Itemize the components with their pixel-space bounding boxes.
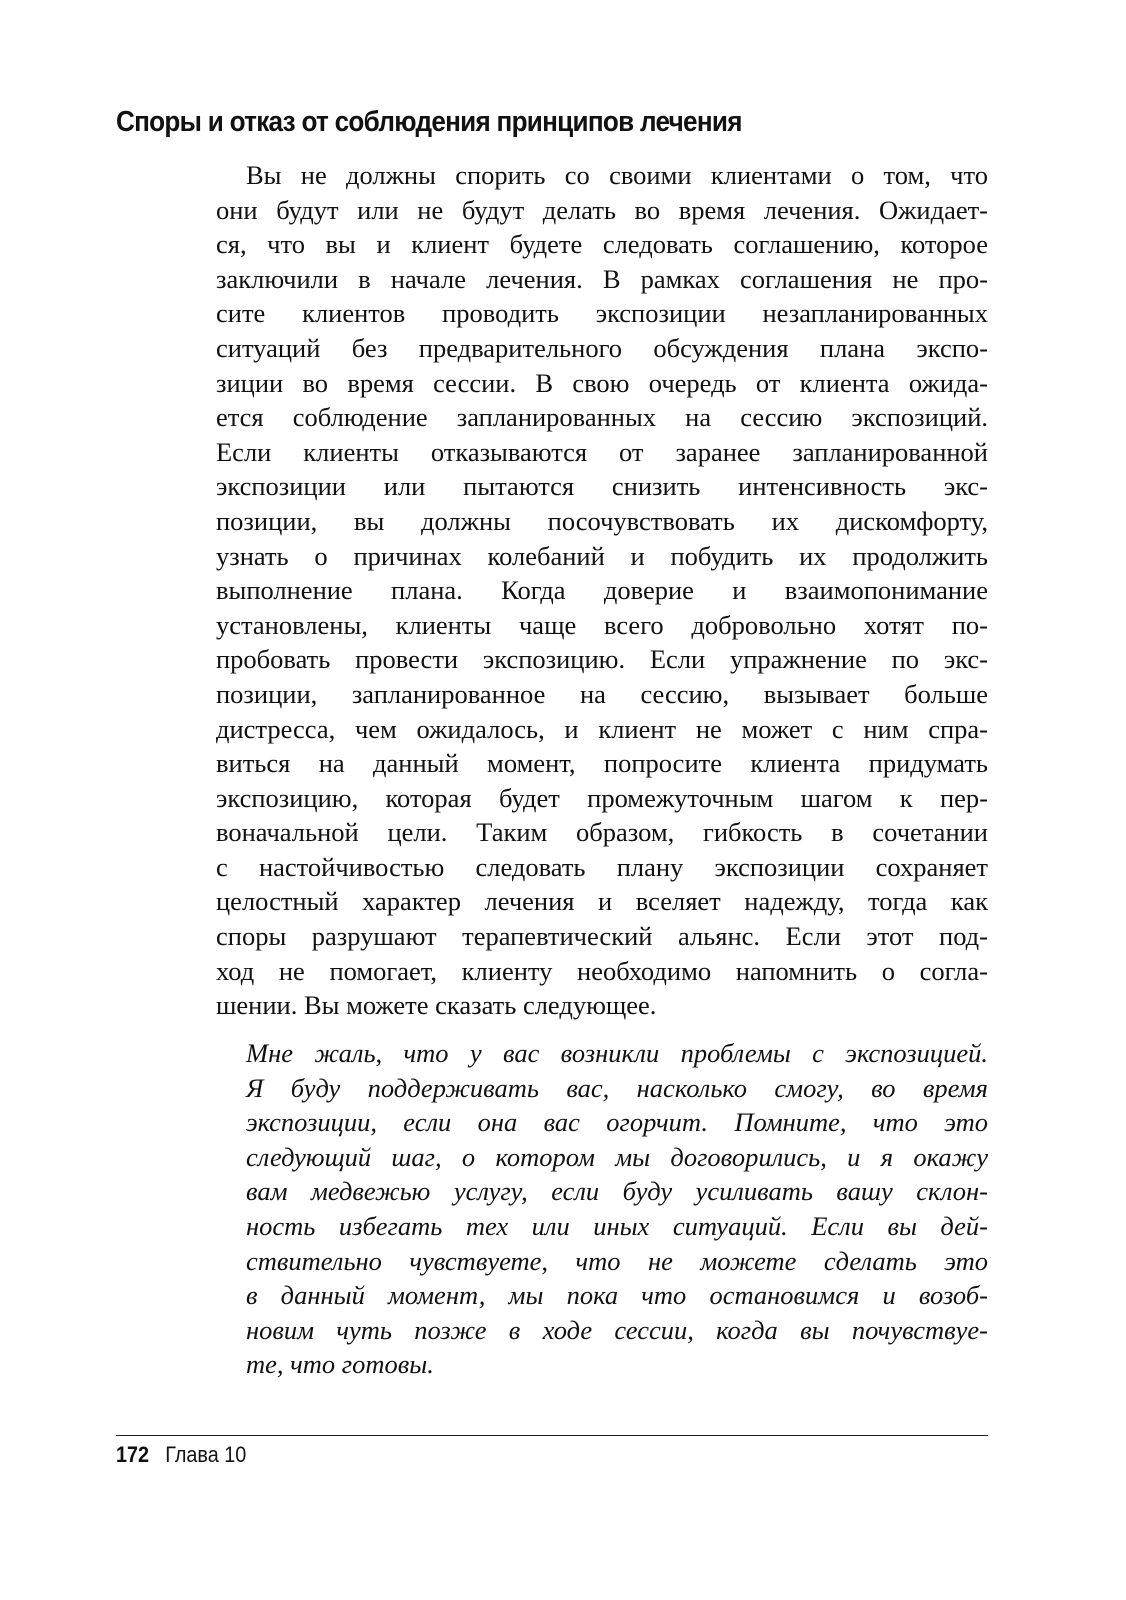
quote-line: те, что готовы. [246, 1349, 434, 1380]
page-number: 172 [116, 1442, 150, 1467]
paragraph-line: воначальной цели. Таким образом, гибкость в сочетании [216, 817, 988, 848]
paragraph-line: целостный характер лечения и вселяет надежду, тогда как [216, 886, 988, 917]
quote-line: новим чуть позже в ходе сессии, когда вы почувствуе- [246, 1314, 988, 1345]
quote-line: в данный момент, мы пока что остановимся и возоб- [246, 1280, 988, 1311]
paragraph-line: выполнение плана. Когда доверие и взаимопонимание [216, 575, 988, 606]
paragraph-line: сите клиентов проводить экспозиции незапланированных [216, 298, 988, 329]
quote-line: Я буду поддерживать вас, насколько смогу, во время [246, 1072, 988, 1103]
paragraph-line: ситуаций без предварительного обсуждения плана экспо- [216, 332, 988, 363]
paragraph-line: ется соблюдение запланированных на сессию экспозиций. [216, 402, 988, 433]
paragraph-line: ход не помогает, клиенту необходимо напомнить о согла- [216, 955, 988, 986]
paragraph-line: споры разрушают терапевтический альянс. Если этот под- [216, 921, 988, 952]
paragraph-line: зиции во время сессии. В свою очередь от клиента ожида- [216, 367, 988, 398]
body-paragraph [216, 158, 988, 1023]
page-footer [116, 1442, 246, 1468]
paragraph-line: виться на данный момент, попросите клиента придумать [216, 748, 988, 779]
paragraph-line: дистресса, чем ожидалось, и клиент не может с ним спра- [216, 713, 988, 744]
footer-divider [116, 1435, 988, 1436]
quote-line: ствительно чувствуете, что не можете сделать это [246, 1245, 988, 1276]
quote-line: экспозиции, если она вас огорчит. Помните, что это [246, 1107, 988, 1138]
paragraph-line: позиции, вы должны посочувствовать их дискомфорту, [216, 505, 988, 536]
section-heading: Споры и отказ от соблюдения принципов лечения [116, 106, 742, 138]
paragraph-line: пробовать провести экспозицию. Если упражнение по экс- [216, 644, 988, 675]
quote-line: вам медвежью услугу, если буду усиливать вашу склон- [246, 1176, 988, 1207]
quote-line: следующий шаг, о котором мы договорились, и я окажу [246, 1141, 988, 1172]
chapter-label: Глава 10 [165, 1442, 247, 1467]
paragraph-line: Если клиенты отказываются от заранее запланированной [216, 436, 988, 467]
quote-line: ность избегать тех или иных ситуаций. Если вы дей- [246, 1210, 988, 1241]
paragraph-line: Вы не должны спорить со своими клиентами о том, что [246, 160, 988, 190]
paragraph-line: заключили в начале лечения. В рамках соглашения не про- [216, 263, 988, 294]
paragraph-line: экспозиции или пытаются снизить интенсивность экс- [216, 471, 988, 502]
quote-line: Мне жаль, что у вас возникли проблемы с экспозицией. [246, 1038, 988, 1068]
paragraph-line: узнать о причинах колебаний и побудить их продолжить [216, 540, 988, 571]
paragraph-line: с настойчивостью следовать плану экспозиции сохраняет [216, 851, 988, 882]
paragraph-line: позиции, запланированное на сессию, вызывает больше [216, 678, 988, 709]
paragraph-line: установлены, клиенты чаще всего добровольно хотят по- [216, 609, 988, 640]
paragraph-line: шении. Вы можете сказать следующее. [216, 990, 657, 1021]
paragraph-line: экспозицию, которая будет промежуточным шагом к пер- [216, 782, 988, 813]
paragraph-line: они будут или не будут делать во время лечения. Ожидает- [216, 194, 988, 225]
quote-block [246, 1036, 988, 1382]
paragraph-line: ся, что вы и клиент будете следовать соглашению, которое [216, 229, 988, 260]
